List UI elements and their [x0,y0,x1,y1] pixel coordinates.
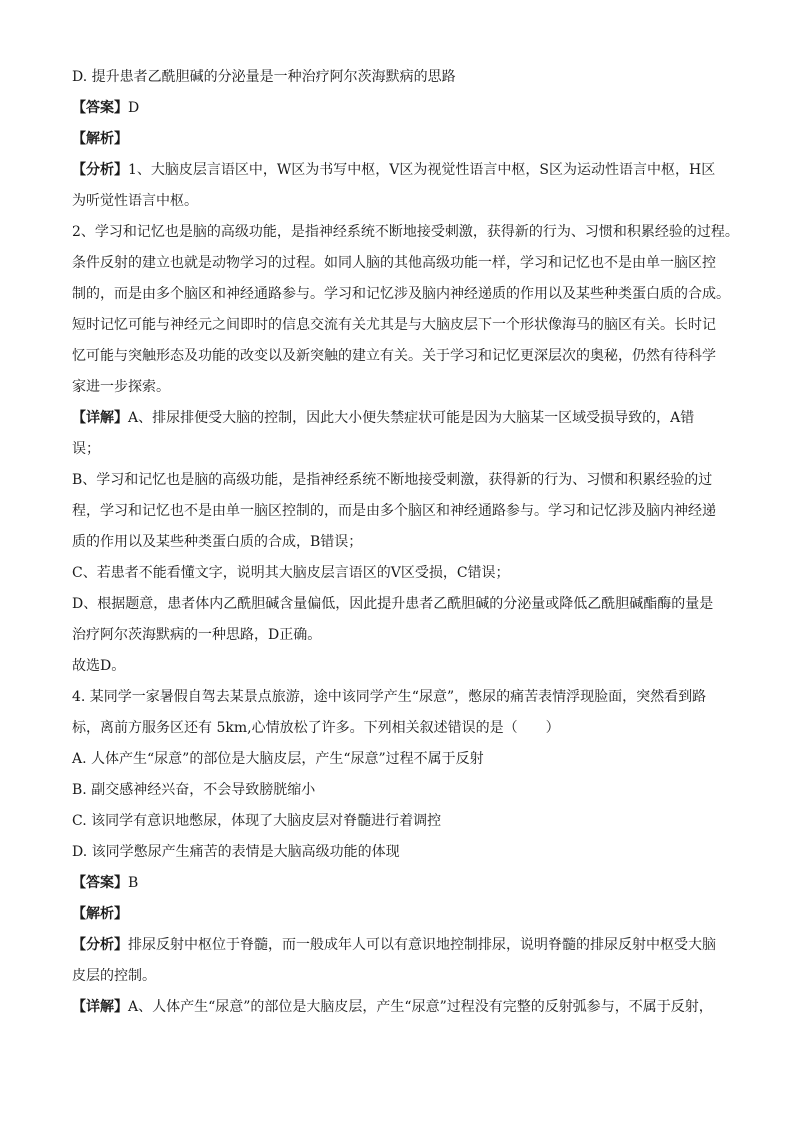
q4-analysis-tag: 【解析】 [72,906,128,922]
q3-detail-line [72,403,732,434]
q3-option-d: D. 提升患者乙酰胆碱的分泌量是一种治疗阿尔茨海默病的思路 [72,69,456,85]
detail-tag: 【详解】 [72,999,128,1015]
q3-detail-line: 程，学习和记忆也不是由单一脑区控制的，而是由多个脑区和神经通路参与。学习和记忆涉及脑内神经递 [72,503,716,519]
q3-fenxi-line: 为听觉性语言中枢。 [72,193,198,209]
q3-fenxi-line: 忆可能与突触形态及功能的改变以及新突触的建立有关。关于学习和记忆更深层次的奥秘，仍然有待科学 [72,348,716,364]
q4-option-c: C. 该同学有意识地憋尿，体现了大脑皮层对脊髓进行着调控 [72,813,442,829]
q4-stem-line: 4. 某同学一家暑假自驾去某景点旅游，途中该同学产生“尿意”，憋尿的痛苦表情浮现脸面，突然看到路 [72,689,707,705]
q4-fenxi-line [72,930,732,961]
q3-detail-line: D、根据题意，患者体内乙酰胆碱含量偏低，因此提升患者乙酰胆碱的分泌量或降低乙酰胆碱酯酶的量是 [72,596,714,612]
q4-detail-line [72,992,732,1023]
q3-fenxi-line: 2、学习和记忆也是脑的高级功能，是指神经系统不断地接受刺激，获得新的行为、习惯和积累经验的过程。 [72,224,739,240]
q3-fenxi-line [72,155,732,186]
q4-option-b: B. 副交感神经兴奋，不会导致膀胱缩小 [72,782,316,798]
q3-fenxi-line: 短时记忆可能与神经元之间即时的信息交流有关尤其是与大脑皮层下一个形状像海马的脑区有关。长时记 [72,317,716,333]
q3-detail-line: 质的作用以及某些种类蛋白质的合成，B错误； [72,534,363,550]
q4-stem-line: 标，离前方服务区还有 5km,心情放松了许多。下列相关叙述错误的是（ ） [72,720,560,736]
q4-option-d: D. 该同学憋尿产生痛苦的表情是大脑高级功能的体现 [72,844,400,860]
q3-fenxi-line: 制的，而是由多个脑区和神经通路参与。学习和记忆涉及脑内神经递质的作用以及某些种类蛋白质的合成。 [72,286,730,302]
fenxi-text: 1、大脑皮层言语区中，W区为书写中枢，V区为视觉性语言中枢，S区为运动性语言中枢，H区 [128,162,716,178]
fenxi-tag: 【分析】 [72,937,128,953]
answer-value: D [128,100,140,116]
fenxi-text: 排尿反射中枢位于脊髓，而一般成年人可以有意识地控制排尿，说明脊髓的排尿反射中枢受大脑 [128,937,716,953]
detail-tag: 【详解】 [72,410,128,426]
q3-answer [72,93,732,124]
detail-text: A、人体产生“尿意”的部位是大脑皮层，产生“尿意”过程没有完整的反射弧参与，不属于反射， [128,999,713,1015]
q3-conclusion: 故选D。 [72,658,126,674]
q3-detail-line: 误； [72,441,100,457]
document-page [72,62,739,1023]
q4-option-a: A. 人体产生“尿意”的部位是大脑皮层，产生“尿意”过程不属于反射 [72,751,484,767]
q3-detail-line: B、学习和记忆也是脑的高级功能，是指神经系统不断地接受刺激，获得新的行为、习惯和积累经验的过 [72,472,713,488]
q3-detail-line: 治疗阿尔茨海默病的一种思路，D正确。 [72,627,322,643]
q3-fenxi-line: 条件反射的建立也就是动物学习的过程。如同人脑的其他高级功能一样，学习和记忆也不是由单一脑区控 [72,255,716,271]
q4-answer [72,868,732,899]
answer-tag: 【答案】 [72,875,128,891]
q4-fenxi-line: 皮层的控制。 [72,968,156,984]
q3-fenxi-line: 家进一步探索。 [72,379,170,395]
fenxi-tag: 【分析】 [72,162,128,178]
q3-detail-line: C、若患者不能看懂文字，说明其大脑皮层言语区的V区受损，C错误； [72,565,510,581]
detail-text: A、排尿排便受大脑的控制，因此大小便失禁症状可能是因为大脑某一区域受损导致的，A错 [128,410,695,426]
q3-analysis-tag: 【解析】 [72,131,128,147]
answer-tag: 【答案】 [72,100,128,116]
answer-value: B [128,875,139,891]
